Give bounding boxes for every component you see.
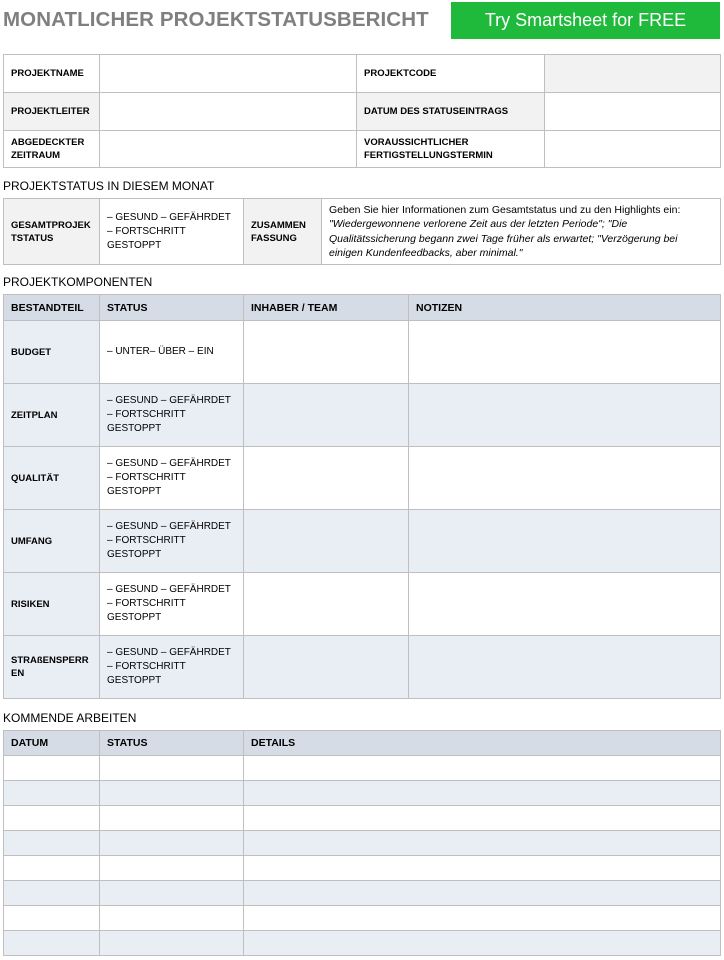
project-info-table	[3, 54, 721, 168]
details-cell[interactable]	[244, 781, 721, 806]
table-row	[4, 881, 721, 906]
completion-field[interactable]	[545, 131, 721, 168]
page-title: MONATLICHER PROJEKTSTATUSBERICHT	[3, 8, 429, 31]
overall-status-label-line1: GESAMTPROJEK	[11, 219, 91, 231]
table-row	[4, 806, 721, 831]
status-cell[interactable]	[100, 781, 244, 806]
owner-cell[interactable]	[244, 510, 409, 573]
component-schedule: ZEITPLAN	[4, 384, 100, 447]
status-cell[interactable]: – GESUND – GEFÄHRDET – FORTSCHRITT GESTOPPT	[100, 384, 244, 447]
try-smartsheet-button[interactable]: Try Smartsheet for FREE	[451, 2, 720, 39]
overall-status-label	[4, 199, 100, 265]
status-cell[interactable]	[100, 931, 244, 956]
table-row	[4, 856, 721, 881]
col-header-status: STATUS	[100, 295, 244, 321]
col-header-component: BESTANDTEIL	[4, 295, 100, 321]
col-header-details: DETAILS	[244, 731, 721, 756]
owner-cell[interactable]	[244, 636, 409, 699]
period-field[interactable]	[100, 131, 357, 168]
notes-cell[interactable]	[409, 384, 721, 447]
project-manager-label: PROJEKTLEITER	[4, 93, 100, 131]
col-header-notes: NOTIZEN	[409, 295, 721, 321]
status-cell[interactable]: – GESUND – GEFÄHRDET – FORTSCHRITT GESTOPPT	[100, 636, 244, 699]
summary-label-line2: FASSUNG	[251, 232, 297, 244]
date-cell[interactable]	[4, 781, 100, 806]
details-cell[interactable]	[244, 906, 721, 931]
col-header-owner: INHABER / TEAM	[244, 295, 409, 321]
details-cell[interactable]	[244, 831, 721, 856]
status-cell[interactable]	[100, 831, 244, 856]
period-label	[4, 131, 100, 168]
completion-label-line1: VORAUSSICHTLICHER	[364, 137, 469, 148]
summary-intro: Geben Sie hier Informationen zum Gesamtstatus und zu den Highlights ein:	[329, 203, 681, 216]
project-code-label: PROJEKTCODE	[357, 55, 545, 93]
overall-status-label-line2: TSTATUS	[11, 232, 54, 244]
table-row	[4, 447, 721, 510]
status-section-heading: PROJEKTSTATUS IN DIESEM MONAT	[3, 179, 215, 193]
component-scope: UMFANG	[4, 510, 100, 573]
table-row	[4, 321, 721, 384]
date-cell[interactable]	[4, 906, 100, 931]
details-cell[interactable]	[244, 881, 721, 906]
table-row	[4, 756, 721, 781]
components-table	[3, 294, 721, 699]
summary-label	[244, 199, 322, 265]
upcoming-heading: KOMMENDE ARBEITEN	[3, 711, 137, 725]
notes-cell[interactable]	[409, 636, 721, 699]
component-risks: RISIKEN	[4, 573, 100, 636]
details-cell[interactable]	[244, 756, 721, 781]
table-row	[4, 510, 721, 573]
notes-cell[interactable]	[409, 573, 721, 636]
table-row	[4, 573, 721, 636]
notes-cell[interactable]	[409, 510, 721, 573]
status-cell[interactable]	[100, 856, 244, 881]
summary-example: "Wiedergewonnene verlorene Zeit aus der letzten Periode"; "Die Qualitätssicherung begann zwei Tage früher als erwartet; "Verzögerung bei einigen Kundenfeedbacks, aber minimal."	[329, 218, 678, 259]
period-label-line1: ABGEDECKTER	[11, 137, 85, 148]
upcoming-table	[3, 730, 721, 956]
component-budget: BUDGET	[4, 321, 100, 384]
date-cell[interactable]	[4, 881, 100, 906]
summary-label-line1: ZUSAMMEN	[251, 219, 306, 231]
date-cell[interactable]	[4, 806, 100, 831]
status-cell[interactable]	[100, 806, 244, 831]
project-name-label: PROJEKTNAME	[4, 55, 100, 93]
date-cell[interactable]	[4, 756, 100, 781]
table-row	[4, 906, 721, 931]
project-status-table	[3, 198, 721, 265]
details-cell[interactable]	[244, 856, 721, 881]
status-cell[interactable]: – GESUND – GEFÄHRDET – FORTSCHRITT GESTOPPT	[100, 447, 244, 510]
notes-cell[interactable]	[409, 447, 721, 510]
owner-cell[interactable]	[244, 573, 409, 636]
status-cell[interactable]: – GESUND – GEFÄHRDET – FORTSCHRITT GESTOPPT	[100, 573, 244, 636]
completion-label	[357, 131, 545, 168]
table-row	[4, 931, 721, 956]
status-date-label: DATUM DES STATUSEINTRAGS	[357, 93, 545, 131]
col-header-status: STATUS	[100, 731, 244, 756]
component-roadblocks: STRAßENSPERREN	[4, 636, 100, 699]
status-date-field[interactable]	[545, 93, 721, 131]
table-row	[4, 384, 721, 447]
notes-cell[interactable]	[409, 321, 721, 384]
table-row	[4, 781, 721, 806]
project-name-field[interactable]	[100, 55, 357, 93]
summary-field[interactable]	[322, 199, 721, 265]
overall-status-value[interactable]: – GESUND – GEFÄHRDET – FORTSCHRITT GESTOPPT	[100, 199, 244, 265]
owner-cell[interactable]	[244, 384, 409, 447]
col-header-date: DATUM	[4, 731, 100, 756]
status-cell[interactable]	[100, 756, 244, 781]
completion-label-line2: FERTIGSTELLUNGSTERMIN	[364, 150, 493, 161]
details-cell[interactable]	[244, 806, 721, 831]
date-cell[interactable]	[4, 831, 100, 856]
owner-cell[interactable]	[244, 321, 409, 384]
period-label-line2: ZEITRAUM	[11, 150, 61, 161]
details-cell[interactable]	[244, 931, 721, 956]
project-code-field[interactable]	[545, 55, 721, 93]
date-cell[interactable]	[4, 856, 100, 881]
components-heading: PROJEKTKOMPONENTEN	[3, 275, 153, 289]
table-row	[4, 636, 721, 699]
status-cell[interactable]	[100, 906, 244, 931]
date-cell[interactable]	[4, 931, 100, 956]
status-cell[interactable]	[100, 881, 244, 906]
status-cell[interactable]: – UNTER– ÜBER – EIN	[100, 321, 244, 384]
table-row	[4, 831, 721, 856]
component-quality: QUALITÄT	[4, 447, 100, 510]
project-manager-field[interactable]	[100, 93, 357, 131]
owner-cell[interactable]	[244, 447, 409, 510]
status-cell[interactable]: – GESUND – GEFÄHRDET – FORTSCHRITT GESTOPPT	[100, 510, 244, 573]
